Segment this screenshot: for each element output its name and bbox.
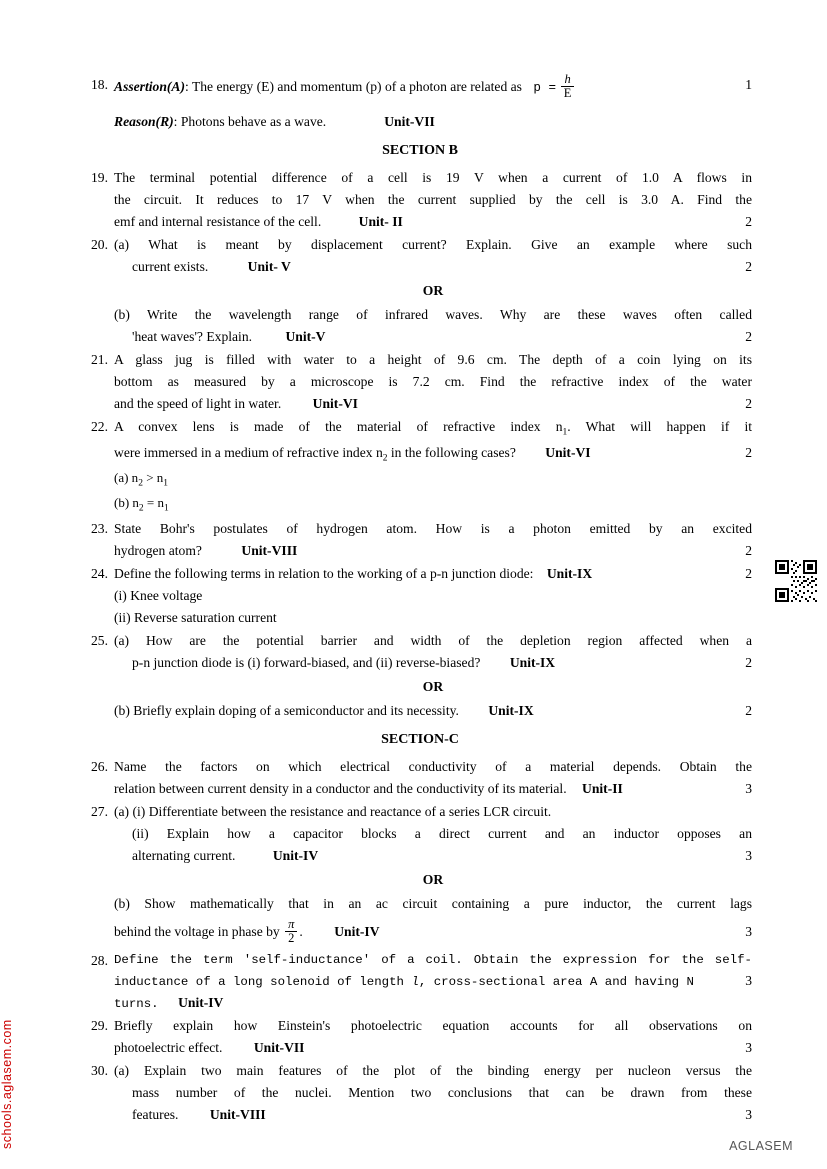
question-21-number: 21. [91,352,108,368]
question-25a-marks: 2 [745,654,752,670]
question-20b-line2: 'heat waves'? Explain. [132,329,253,345]
unit-tag-q19: Unit- II [358,214,403,230]
question-27b-line1: (b) Show mathematically that in an ac circuit containing a pure inductor, the current lags [114,895,752,911]
question-18-body [114,74,752,133]
question-19-line2: the circuit. It reduces to 17 V when the current supplied by the cell is 3.0 A. Find the [114,192,752,208]
question-20b-line1: (b) Write the wavelength range of infrared waves. Why are these waves often called [114,307,752,323]
question-28-marks: 3 [745,973,752,989]
question-27b-marks: 3 [745,923,752,939]
watermark-label: AGLASEM [729,1139,793,1153]
reason-label: Reason(R) [114,114,174,130]
question-26 [88,756,752,800]
unit-tag-q20a: Unit- V [247,259,291,275]
question-19-number: 19. [91,170,108,186]
unit-tag-q18: Unit-VII [384,114,435,130]
question-21-line3: and the speed of light in water. [114,396,282,412]
question-19 [88,167,752,233]
question-27b-line2-end: . [299,923,303,939]
question-29-marks: 3 [745,1040,752,1056]
question-22-sub1: 1 [562,428,568,439]
question-26-line1: Name the factors on which electrical conductivity of a material depends. Obtain the [114,758,752,774]
question-25-number: 25. [91,632,108,648]
question-content [88,74,752,1127]
question-27b-line2: behind the voltage in phase by [114,923,280,939]
question-19-body [114,167,752,233]
or-separator-q27: OR [422,871,444,887]
question-26-body [114,756,752,800]
question-27 [88,801,752,946]
question-27a-line1: (a) (i) Differentiate between the resistance and reactance of a series LCR circuit. [114,803,552,819]
question-20-number: 20. [91,237,108,253]
opt-b-mid: = n [143,494,165,510]
question-24 [88,563,752,629]
unit-tag-q26: Unit-II [582,780,623,796]
question-21-line1: A glass jug is filled with water to a height of 9.6 cm. The depth of a coin lying on its [114,352,752,368]
or-separator-q20: OR [422,283,444,299]
question-19-marks: 2 [745,214,752,230]
question-28-line2b: , cross-sectional area A and having N turns. [114,975,694,1012]
opt-b-sub1: 2 [138,503,144,514]
unit-tag-q20b: Unit-V [285,329,326,345]
formula-fraction [561,73,573,100]
question-23-line1: State Bohr's postulates of hydrogen atom. How is a photon emitted by an excited [114,520,752,536]
unit-tag-q21: Unit-VI [312,396,358,412]
question-27-number: 27. [91,803,108,819]
question-27-body [114,801,752,946]
formula-denominator: E [561,86,573,100]
question-23-body [114,518,752,562]
question-21-body [114,349,752,415]
question-22-sub2: 2 [382,453,388,464]
section-b-heading: SECTION B [382,143,458,159]
question-20a-marks: 2 [745,259,752,275]
question-18-marks: 1 [745,77,752,92]
opt-a-pre: (a) n [114,469,139,485]
formula-lead: p = [533,80,557,95]
question-25-body [114,630,752,722]
assertion-text: : The energy (E) and momentum (p) of a photon are related as [185,78,522,94]
question-22-line1b: . What will happen if it [567,419,752,435]
question-21-marks: 2 [745,396,752,412]
question-27a-line2: (ii) Explain how a capacitor blocks a direct current and an inductor opposes an [132,825,752,841]
question-22 [88,416,752,516]
question-28-body [114,950,752,1014]
question-22-option-a [114,467,752,492]
two-denominator: 2 [285,931,297,945]
question-30-body [114,1060,752,1126]
assertion-label: Assertion(A) [114,78,186,94]
question-27a-line3: alternating current. [132,847,236,863]
question-29-number: 29. [91,1018,108,1034]
question-19-line1: The terminal potential difference of a cell is 19 V when a current of 1.0 A flows in [114,170,752,186]
site-side-label: schools.aglasem.com [0,1019,14,1149]
opt-a-mid: > n [142,469,164,485]
question-30-line2: mass number of the nuclei. Mention two conclusions that can be drawn from these [132,1085,752,1101]
question-26-number: 26. [91,758,108,774]
unit-tag-q27a: Unit-IV [272,847,319,863]
question-28-number: 28. [91,953,108,969]
section-c-heading: SECTION-C [381,731,459,747]
formula-numerator: h [564,72,571,86]
question-22-line2b: in the following cases? [387,444,516,460]
question-23-number: 23. [91,520,108,536]
question-21 [88,349,752,415]
reason-text: : Photons behave as a wave. [173,114,327,130]
question-22-marks: 2 [745,444,752,460]
question-20a-line1: (a) What is meant by displacement current? Explain. Give an example where such [114,237,752,253]
question-29-body [114,1015,752,1059]
question-28-line1: Define the term 'self-inductance' of a coil. Obtain the expression for the self- [114,953,752,968]
opt-a-sub1: 2 [138,478,143,489]
question-30 [88,1060,752,1126]
question-30-marks: 3 [745,1107,752,1123]
question-26-line2: relation between current density in a conductor and the conductivity of its material. [114,780,567,796]
unit-tag-q23: Unit-VIII [241,542,298,558]
question-22-body [114,416,752,516]
question-29 [88,1015,752,1059]
question-20-body [114,234,752,348]
question-24-marks: 2 [745,565,752,581]
question-25a-line1: (a) How are the potential barrier and width of the depletion region affected when a [114,632,752,648]
question-24-body [114,563,752,629]
or-separator-q25: OR [422,678,444,694]
question-23-line2: hydrogen atom? [114,542,202,558]
question-19-line3: emf and internal resistance of the cell. [114,214,322,230]
question-25a-line2: p-n junction diode is (i) forward-biased, and (ii) reverse-biased? [132,654,481,670]
question-24-number: 24. [91,565,108,581]
question-25b-line1: (b) Briefly explain doping of a semiconductor and its necessity. [114,702,459,718]
question-24-item-ii: (ii) Reverse saturation current [114,609,277,625]
question-20 [88,234,752,348]
unit-tag-q30: Unit-VIII [209,1107,266,1123]
question-26-marks: 3 [745,780,752,796]
unit-tag-q22: Unit-VI [545,444,591,460]
question-23-marks: 2 [745,542,752,558]
length-symbol: l [411,975,419,990]
unit-tag-q29: Unit-VII [253,1040,305,1056]
opt-a-sub2: 1 [163,478,169,489]
question-22-line1a: A convex lens is made of the material of refractive index n [114,419,563,435]
question-20b-marks: 2 [745,329,752,345]
question-23 [88,518,752,562]
question-30-line3: features. [132,1107,179,1123]
unit-tag-q25b: Unit-IX [488,702,534,718]
question-30-number: 30. [91,1063,108,1079]
qr-code-icon [775,560,817,602]
opt-b-pre: (b) n [114,494,139,510]
question-18 [88,74,752,133]
question-24-line1: Define the following terms in relation to the working of a p-n junction diode: [114,565,534,581]
opt-b-sub2: 1 [164,503,169,514]
question-22-line2a: were immersed in a medium of refractive index n [114,444,383,460]
question-27a-marks: 3 [745,847,752,863]
question-24-item-i: (i) Knee voltage [114,587,203,603]
question-29-line2: photoelectric effect. [114,1040,223,1056]
unit-tag-q27b: Unit-IV [334,923,380,939]
unit-tag-q25a: Unit-IX [509,654,556,670]
question-25 [88,630,752,722]
question-18-number: 18. [91,77,108,92]
unit-tag-q28: Unit-IV [178,995,224,1011]
question-22-number: 22. [91,419,108,435]
question-30-line1: (a) Explain two main features of the plot of the binding energy per nucleon versus the [114,1063,752,1079]
pi-over-two-fraction [285,918,297,945]
question-28 [88,950,752,1014]
question-20a-line2: current exists. [132,259,209,275]
unit-tag-q24: Unit-IX [546,565,593,581]
pi-numerator: π [288,916,295,931]
question-25b-marks: 2 [745,702,752,718]
question-29-line1: Briefly explain how Einstein's photoelectric equation accounts for all observations on [114,1018,752,1034]
question-22-option-b [114,492,752,517]
question-21-line2: bottom as measured by a microscope is 7.2 cm. Find the refractive index of the water [114,374,752,390]
question-28-line2a: inductance of a long solenoid of length [114,975,412,990]
